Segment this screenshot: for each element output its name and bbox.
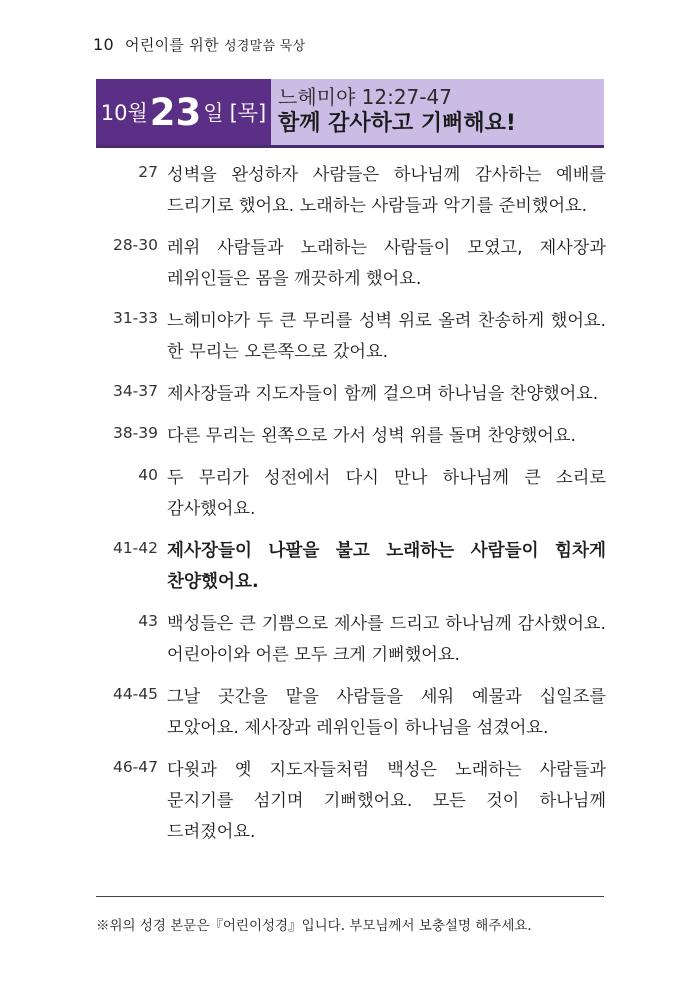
date-block bbox=[96, 79, 271, 145]
verse-number: 44-45 bbox=[112, 685, 158, 703]
verse-item bbox=[96, 755, 606, 848]
verse-text: 백성들은 큰 기쁨으로 제사를 드리고 하나님께 감사했어요. 어린아이와 어른 모두 크게 기뻐했어요. bbox=[167, 614, 606, 665]
verse-text: 느헤미야가 두 큰 무리를 성벽 위로 올려 찬송하게 했어요. 한 무리는 오른쪽으로 갔어요. bbox=[167, 311, 606, 362]
verse-text: 두 무리가 성전에서 다시 만나 하나님께 큰 소리로 감사했어요. bbox=[167, 468, 606, 519]
verse-number: 27 bbox=[138, 163, 158, 181]
verse-item-highlighted bbox=[96, 536, 606, 598]
verse-number: 34-37 bbox=[112, 382, 158, 400]
verse-item bbox=[96, 233, 606, 295]
verse-item bbox=[96, 379, 606, 410]
verse-text: 제사장들과 지도자들이 함께 걸으며 하나님을 찬양했어요. bbox=[167, 384, 599, 404]
month-label: 10월 bbox=[100, 101, 148, 125]
verse-text: 다윗과 옛 지도자들처럼 백성은 노래하는 사람들과 문지기를 섬기며 기뻐했어요. 모든 것이 하나님께 드려졌어요. bbox=[167, 760, 606, 842]
verse-number: 38-39 bbox=[112, 424, 158, 442]
verse-list bbox=[96, 160, 606, 859]
page-number: 10 bbox=[93, 35, 114, 54]
verse-number: 41-42 bbox=[112, 539, 158, 557]
title-block bbox=[271, 79, 604, 145]
date-title-banner bbox=[96, 79, 604, 148]
verse-item bbox=[96, 682, 606, 744]
verse-text: 제사장들이 나팔을 불고 노래하는 사람들이 힘차게 찬양했어요. bbox=[167, 541, 606, 592]
verse-text: 성벽을 완성하자 사람들은 하나님께 감사하는 예배를 드리기로 했어요. 노래하는 사람들과 악기를 준비했어요. bbox=[167, 165, 606, 216]
book-title: 어린이를 위한 bbox=[125, 36, 219, 54]
verse-number: 46-47 bbox=[112, 758, 158, 776]
verse-text: 레위 사람들과 노래하는 사람들이 모였고, 제사장과 레위인들은 몸을 깨끗하게 했어요. bbox=[167, 238, 606, 289]
weekday-label: [목] bbox=[229, 101, 267, 125]
verse-item bbox=[96, 463, 606, 525]
scripture-reference: 느헤미야 12:27-47 bbox=[278, 85, 452, 109]
day-suffix: 일 bbox=[203, 101, 224, 125]
page-title: 함께 감사하고 기뻐해요! bbox=[278, 111, 516, 136]
day-number: 23 bbox=[149, 90, 202, 134]
verse-number: 40 bbox=[138, 466, 158, 484]
verse-number: 31-33 bbox=[112, 309, 158, 327]
verse-text: 다른 무리는 왼쪽으로 가서 성벽 위를 돌며 찬양했어요. bbox=[167, 426, 576, 446]
footnote: ※위의 성경 본문은『어린이성경』입니다. 부모님께서 보충설명 해주세요. bbox=[96, 918, 532, 934]
book-subtitle: 성경말씀 묵상 bbox=[223, 39, 306, 54]
verse-number: 43 bbox=[138, 612, 158, 630]
verse-item bbox=[96, 306, 606, 368]
verse-text: 그날 곳간을 맡을 사람들을 세워 예물과 십일조를 모았어요. 제사장과 레위인들이 하나님을 섬겼어요. bbox=[167, 687, 606, 738]
running-header bbox=[93, 34, 306, 55]
footer-divider bbox=[96, 896, 604, 897]
verse-item bbox=[96, 160, 606, 222]
verse-item bbox=[96, 609, 606, 671]
verse-item bbox=[96, 421, 606, 452]
verse-number: 28-30 bbox=[112, 236, 158, 254]
